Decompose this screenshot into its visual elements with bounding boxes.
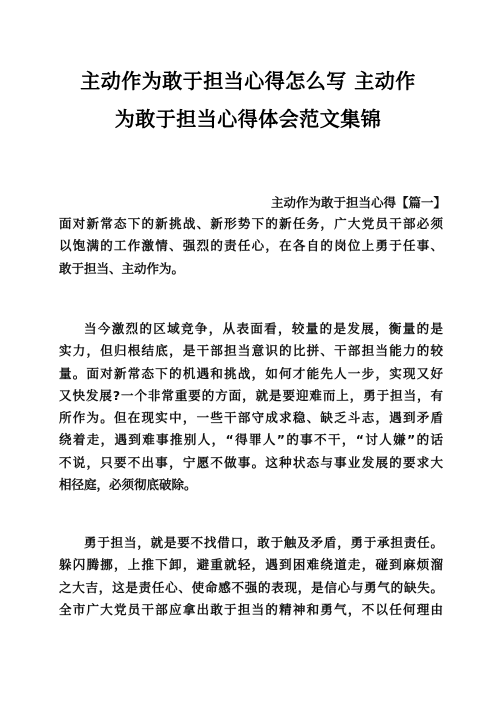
paragraph-2	[59, 318, 443, 496]
paragraph-line: 当今激烈的区域竞争，从表面看，较量的是发展，衡量的是	[84, 321, 443, 336]
paragraph-line: 不说，只要不出事，宁愿不做事。这种状态与事业发展的要求大	[59, 454, 443, 470]
paragraph-3	[59, 532, 443, 621]
paragraph-line: 又快发展?一个非常重要的方面，就是要迎难而上，勇于担当，有	[59, 387, 443, 403]
paragraph-line: 躲闪腾挪，上推下卸，避重就轻，遇到困难绕道走，碰到麻烦溜	[59, 557, 443, 573]
document-title	[40, 62, 456, 138]
paragraph-line: 全市广大党员干部应拿出敢于担当的精神和勇气，不以任何理由	[59, 601, 443, 617]
paragraph-line: 绕着走，遇到难事推别人，“得罪人”的事不干，“讨人嫌”的话	[59, 432, 443, 448]
title-line-2: 为敢于担当心得体会范文集锦	[114, 107, 382, 131]
paragraph-line: 之大吉，这是责任心、使命感不强的表现，是信心与勇气的缺失。	[59, 579, 443, 595]
title-line-1: 主动作为敢于担当心得怎么写 主动作	[80, 69, 416, 93]
paragraph-line: 面对新常态下的新挑战、新形势下的新任务，广大党员干部必须	[59, 216, 443, 231]
paragraph-line: 敢于担当、主动作为。	[59, 260, 185, 276]
paragraph-1	[59, 213, 443, 280]
section-heading: 主动作为敢于担当心得【篇一】	[270, 195, 446, 210]
paragraph-line: 勇于担当，就是要不找借口，敢于触及矛盾，勇于承担责任。	[84, 535, 443, 550]
paragraph-line: 量。面对新常态下的机遇和挑战，如何才能先人一步，实现又好	[59, 365, 443, 381]
paragraph-line: 相径庭，必须彻底破除。	[59, 477, 197, 493]
paragraph-line: 实力，但归根结底，是干部担当意识的比拼、干部担当能力的较	[59, 343, 443, 359]
paragraph-line: 所作为。但在现实中，一些干部守成求稳、缺乏斗志，遇到矛盾	[59, 410, 443, 426]
paragraph-line: 以饱满的工作激情、强烈的责任心，在各自的岗位上勇于任事、	[59, 238, 443, 254]
